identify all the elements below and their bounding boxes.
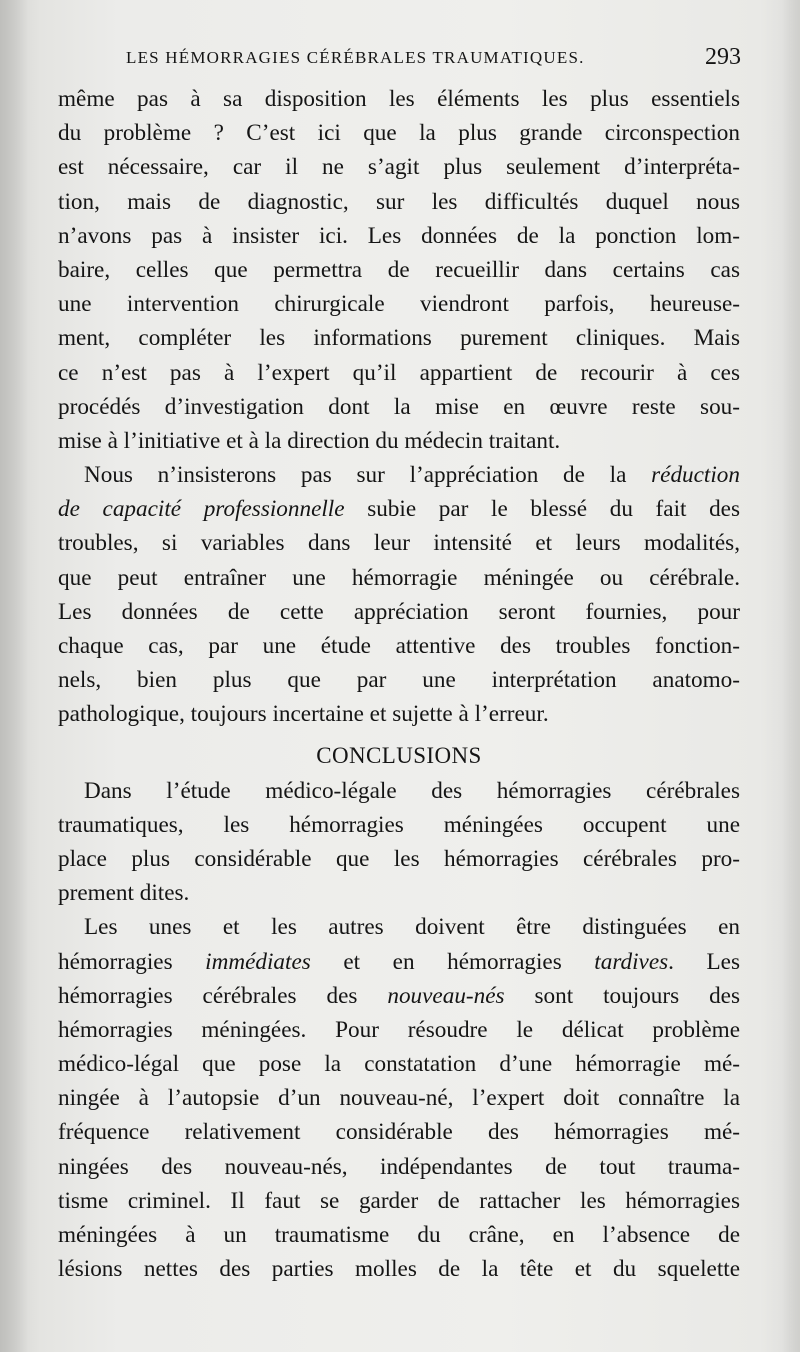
italic-run: nouveau-nés [387,982,505,1009]
text-line: pathologique, toujours incertaine et sujette à l’erreur. [58,701,549,728]
text-line: que peut entraîner une hémorragie méningée ou cérébrale. [58,564,740,591]
text-line: même pas à sa disposition les éléments les plus essentiels [58,86,740,112]
text-line: fréquence relativement considérable des hémorragies mé- [58,1119,740,1146]
italic-run: tardives [594,948,669,975]
text-line: tisme criminel. Il faut se garder de rattacher les hémorragies [58,1187,740,1214]
text-line [58,979,740,1013]
text-line [58,458,740,492]
text-line: hémorragies méningées. Pour résoudre le délicat problème [58,1016,740,1043]
text-line: ningées des nouveau-nés, indépendantes de tout trauma- [58,1153,740,1180]
body-text [58,82,740,1286]
text-line [58,492,740,526]
text-run: hémorragies cérébrales des [58,982,388,1009]
text-run: hémorragies [58,948,206,975]
text-run: Nous n’insisterons pas sur l’appréciation de la [84,462,652,489]
text-line: chaque cas, par une étude attentive des troubles fonction- [58,633,740,659]
text-run: sont toujours des [504,982,740,1009]
italic-run: de capacité professionnelle [58,496,345,523]
text-line: ningée à l’autopsie d’un nouveau-né, l’expert doit connaître la [58,1085,740,1112]
text-line: lésions nettes des parties molles de la tête et du squelette [58,1256,740,1283]
page-gutter-shadow [0,0,28,1352]
text-line: n’avons pas à insister ici. Les données de la ponction lom- [58,222,740,249]
text-line: nels, bien plus que par une interprétation anatomo- [58,667,740,694]
text-line: troubles, si variables dans leur intensité et leurs modalités, [58,530,740,557]
text-run: et en hémorragies [310,948,595,975]
text-line: place plus considérable que les hémorragies cérébrales pro- [58,845,740,872]
text-line: traumatiques, les hémorragies méningées occupent une [58,811,740,838]
section-heading: CONCLUSIONS [316,742,482,768]
page-edge-shadow [782,0,800,1352]
text-line: Dans l’étude médico-légale des hémorragies cérébrales [84,777,740,804]
page-header [120,44,745,74]
text-run: . Les [668,948,740,975]
text-line: méningées à un traumatisme du crâne, en l’absence de [58,1222,740,1248]
text-line: médico-légal que pose la constatation d’une hémorragie mé- [58,1051,740,1078]
text-line: du problème ? C’est ici que la plus grande circonspection [58,120,740,147]
text-line: Les unes et les autres doivent être distinguées en [84,914,740,941]
running-head: LES HÉMORRAGIES CÉRÉBRALES TRAUMATIQUES. [126,48,585,67]
text-line: baire, celles que permettra de recueillir dans certains cas [58,256,740,283]
text-line: est nécessaire, car il ne s’agit plus seulement d’interpréta- [58,154,740,181]
text-line: mise à l’initiative et à la direction du médecin traitant. [58,427,561,454]
text-line: ment, compléter les informations purement cliniques. Mais [58,325,740,352]
text-line: tion, mais de diagnostic, sur les difficultés duquel nous [58,188,740,215]
italic-run: réduction [651,462,740,489]
text-line: procédés d’investigation dont la mise en œuvre reste sou- [58,393,740,420]
text-line [58,945,740,979]
text-line: ce n’est pas à l’expert qu’il appartient de recourir à ces [58,359,740,386]
italic-run: immédiates [205,948,311,975]
text-run: subie par le blessé du fait des [344,496,741,523]
text-line: prement dites. [58,880,190,907]
text-line: Les données de cette appréciation seront fournies, pour [58,598,740,625]
text-line: une intervention chirurgicale viendront parfois, heureuse- [58,291,740,318]
page-number: 293 [705,44,741,70]
